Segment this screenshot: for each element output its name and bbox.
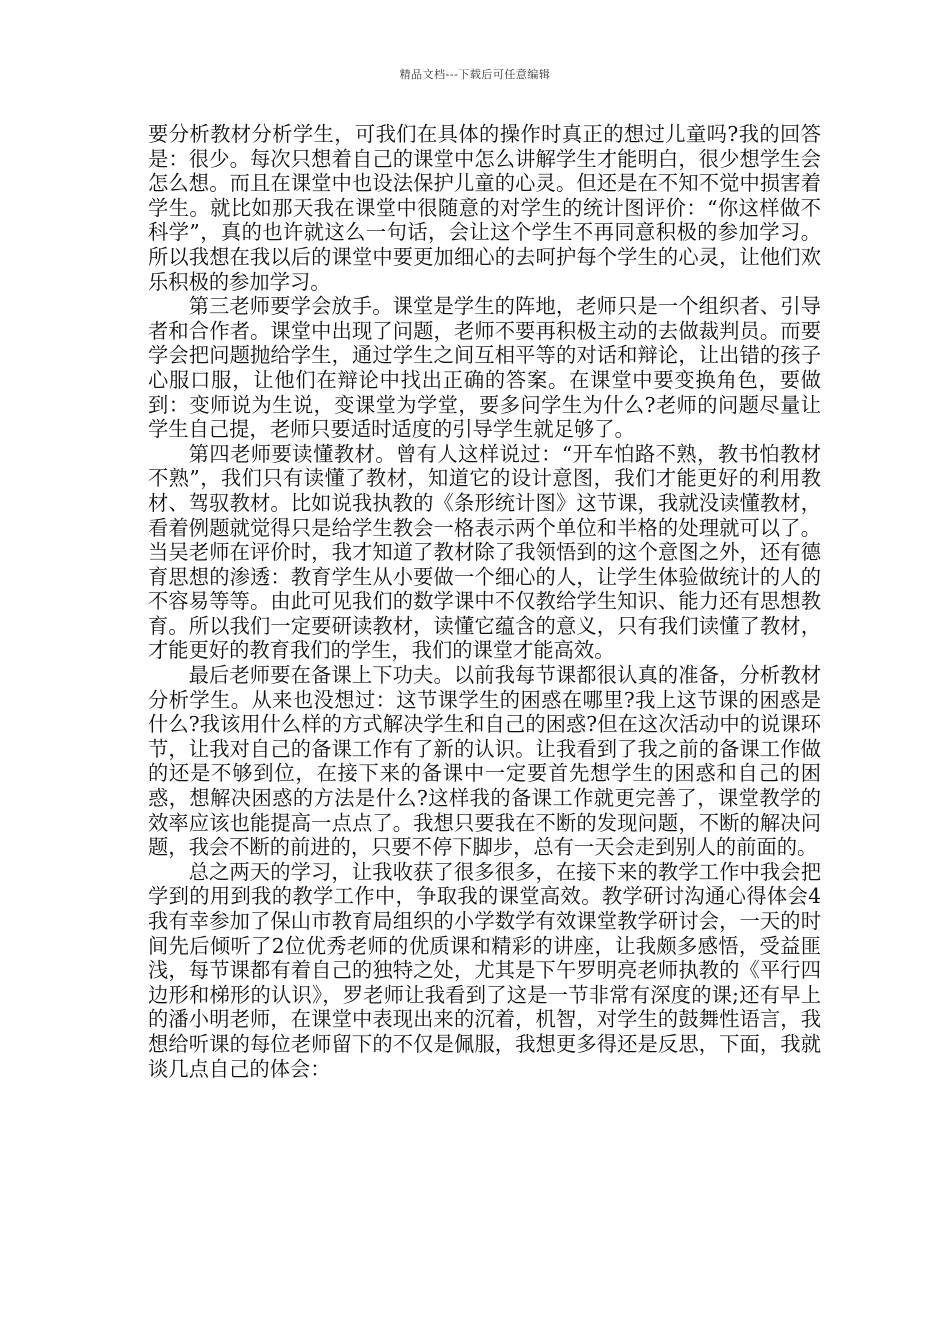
paragraph-3: 第四老师要读懂教材。曾有人这样说过：“开车怕路不熟，教书怕教材不熟”，我们只有读懂了教材，知道它的设计意图，我们才能更好的利用教材、驾驭教材。比如说我执教的《条形统计图》这节课，我就没读懂教材，看着例题就觉得只是给学生教会一格表示两个单位和半格的处理就可以了。当吴老师在评价时，我才知道了教材除了我领悟到的这个意图之外，还有德育思想的渗透：教育学生从小要做一个细心的人，让学生体验做统计的人的不容易等等。由此可见我们的数学课中不仅教给学生知识、能力还有思想教育。所以我们一定要研读教材，读懂它蕴含的意义，只有我们读懂了教材，才能更好的教育我们的学生，我们的课堂才能高效。: [148, 441, 821, 663]
paragraph-5: 总之两天的学习，让我收获了很多很多，在接下来的教学工作中我会把学到的用到我的教学工作中，争取我的课堂高效。教学研讨沟通心得体会4我有幸参加了保山市教育局组织的小学数学有效课堂教学研讨会，一天的时间先后倾听了2位优秀老师的优质课和精彩的讲座，让我颇多感悟，受益匪浅，每节课都有着自己的独特之处，尤其是下午罗明亮老师执教的《平行四边形和梯形的认识》，罗老师让我看到了这是一节非常有深度的课;还有早上的潘小明老师，在课堂中表现出来的沉着，机智，对学生的鼓舞性语言，我想给听课的每位老师留下的不仅是佩服，我想更多得还是反思，下面，我就谈几点自己的体会：: [148, 859, 821, 1081]
paragraph-4: 最后老师要在备课上下功夫。以前我每节课都很认真的准备，分析教材分析学生。从来也没想过：这节课学生的困惑在哪里?我上这节课的困惑是什么?我该用什么样的方式解决学生和自己的困惑?但在这次活动中的说课环节，让我对自己的备课工作有了新的认识。让我看到了我之前的备课工作做的还是不够到位，在接下来的备课中一定要首先想学生的困惑和自己的困惑，想解决困惑的方法是什么?这样我的备课工作就更完善了，课堂教学的效率应该也能提高一点点了。我想只要我在不断的发现问题，不断的解决问题，我会不断的前进的，只要不停下脚步，总有一天会走到别人的前面的。: [148, 663, 821, 860]
paragraph-2: 第三老师要学会放手。课堂是学生的阵地，老师只是一个组织者、引导者和合作者。课堂中出现了问题，老师不要再积极主动的去做裁判员。而要学会把问题抛给学生，通过学生之间互相平等的对话和辩论，让出错的孩子心服口服，让他们在辩论中找出正确的答案。在课堂中要变换角色，要做到：变师说为生说，变课堂为学堂，要多问学生为什么?老师的问题尽量让学生自己提，老师只要适时适度的引导学生就足够了。: [148, 294, 821, 442]
document-body: [148, 122, 821, 1081]
paragraph-1: 要分析教材分析学生，可我们在具体的操作时真正的想过儿童吗?我的回答是：很少。每次只想着自己的课堂中怎么讲解学生才能明白，很少想学生会怎么想。而且在课堂中也设法保护儿童的心灵。但还是在不知不觉中损害着学生。就比如那天我在课堂中很随意的对学生的统计图评价：“你这样做不科学”，真的也许就这么一句话，会让这个学生不再同意积极的参加学习。所以我想在我以后的课堂中要更加细心的去呵护每个学生的心灵，让他们欢乐积极的参加学习。: [148, 122, 821, 294]
page-header: 精品文档---下载后可任意编辑: [399, 68, 551, 81]
